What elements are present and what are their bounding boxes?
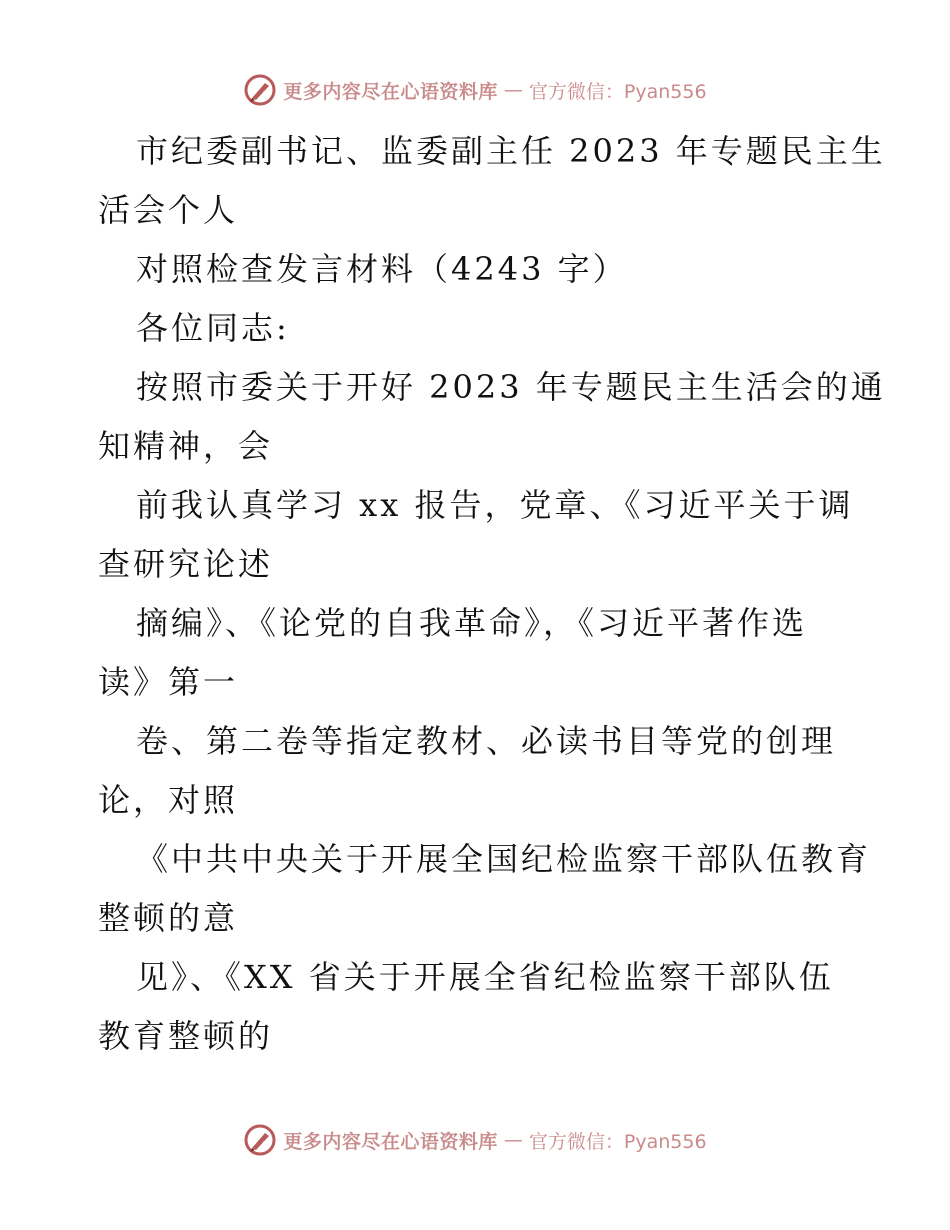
document-line: 整顿的意 (98, 899, 239, 937)
document-line: 前我认真学习 xx 报告，党章、《习近平关于调 (136, 486, 854, 524)
pen-logo-icon (243, 1123, 277, 1157)
watermark-dash: — (503, 1129, 523, 1151)
pen-logo-icon (243, 73, 277, 107)
watermark-wechat-text: 官方微信：Pyan556 (528, 80, 707, 103)
document-line: 卷、第二卷等指定教材、必读书目等党的创理 (136, 722, 837, 760)
watermark-dash: — (503, 79, 523, 101)
document-line: 活会个人 (98, 191, 239, 229)
document-line: 读》第一 (98, 663, 239, 701)
document-line: 见》、《XX 省关于开展全省纪检监察干部队伍 (136, 958, 834, 996)
document-line: 知精神，会 (98, 427, 274, 465)
watermark-brand-text: 更多内容尽在心语资料库 (283, 1130, 498, 1153)
document-body (98, 122, 886, 1066)
document-line: 各位同志: (136, 309, 290, 347)
watermark-brand-text: 更多内容尽在心语资料库 (283, 80, 498, 103)
document-line: 论，对照 (98, 781, 239, 819)
document-line: 查研究论述 (98, 545, 274, 583)
document-line: 对照检查发言材料（4243 字） (136, 250, 628, 288)
document-line: 按照市委关于开好 2023 年专题民主生活会的通 (136, 368, 886, 406)
watermark-wechat-text: 官方微信：Pyan556 (528, 1130, 707, 1153)
footer-watermark (0, 1120, 950, 1160)
document-line: 摘编》、《论党的自我革命》，《习近平著作选 (136, 604, 808, 642)
document-line: 市纪委副书记、监委副主任 2023 年专题民主生 (136, 132, 886, 170)
document-line: 《中共中央关于开展全国纪检监察干部队伍教育 (136, 840, 872, 878)
header-watermark (0, 70, 950, 110)
document-line: 教育整顿的 (98, 1017, 274, 1055)
